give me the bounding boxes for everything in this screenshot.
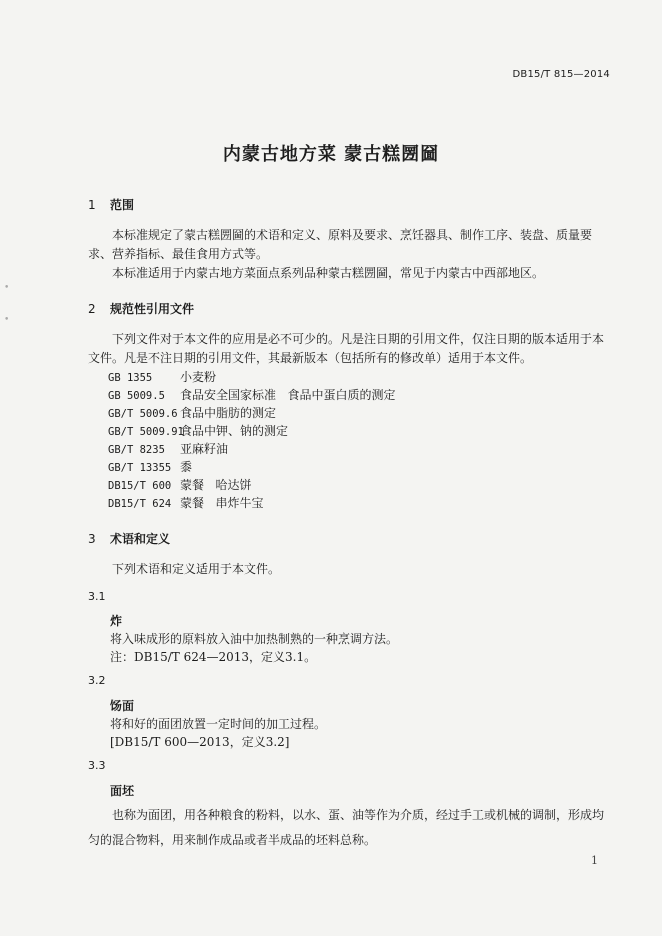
scope-paragraph-1: 本标准规定了蒙古糕圐圙的术语和定义、原料及要求、烹饪器具、制作工序、装盘、质量要求、营养指标、最佳食用方式等。 [88,228,593,261]
document-title: 内蒙古地方菜 蒙古糕圐圙 [222,144,440,165]
term-definition: 也称为面团，用各种粮食的粉料，以水、蛋、油等作为介质，经过手工或机械的调制，形成均匀的混合物料，用来制作成品或者半成品的坯料总称。 [88,808,605,847]
reference-code: GB/T 13355 [108,462,172,474]
section-heading-scope [88,196,134,213]
section-heading-terms-definitions [88,530,170,547]
reference-title: 小麦粉 [180,370,217,384]
term-number: 3.1 [88,590,106,603]
reference-item [108,368,216,385]
reference-code: DB15/T 600 [108,480,172,492]
scope-paragraph-2: 本标准适用于内蒙古地方菜面点系列品种蒙古糕圐圙，常见于内蒙古中西部地区。 [112,266,545,280]
reference-item [108,440,228,457]
reference-item [108,422,288,439]
reference-title: 食品安全国家标准 食品中蛋白质的测定 [180,388,396,402]
term-note: [DB15/T 600—2013，定义3.2] [110,735,290,749]
term-name: 饧面 [110,699,135,713]
reference-code: GB/T 5009.6 [108,408,178,420]
section-number: 3 [88,532,96,546]
reference-title: 黍 [180,460,193,474]
reference-code: GB 5009.5 [108,390,165,402]
term-number: 3.3 [88,759,106,772]
section-number: 1 [88,198,96,212]
reference-item [108,458,192,475]
reference-code: DB15/T 624 [108,498,172,510]
reference-item [108,386,395,403]
term-definition: 将入味成形的原料放入油中加热制熟的一种烹调方法。 [110,632,399,646]
reference-title: 食品中脂肪的测定 [180,406,277,420]
term-number: 3.2 [88,674,106,687]
reference-item [108,404,276,421]
term-note: 注：DB15/T 624—2013，定义3.1。 [110,650,317,664]
section-number: 2 [88,302,96,316]
section-title: 术语和定义 [110,532,171,546]
term-definition: 将和好的面团放置一定时间的加工过程。 [110,717,327,731]
reference-item [108,476,251,493]
scan-mark: • [4,315,10,325]
term-name: 面坯 [110,784,135,798]
reference-code: GB/T 5009.91 [108,426,184,438]
document-code: DB15/T 815—2014 [512,69,610,80]
scan-mark: • [4,283,10,293]
reference-code: GB/T 8235 [108,444,165,456]
section-title: 范围 [110,198,135,212]
page-number: 1 [591,854,598,867]
reference-title: 亚麻籽油 [180,442,229,456]
term-name: 炸 [110,614,123,628]
terms-intro-paragraph: 下列术语和定义适用于本文件。 [112,562,281,576]
reference-title: 食品中钾、钠的测定 [180,424,289,438]
references-intro-paragraph: 下列文件对于本文件的应用是必不可少的。凡是注日期的引用文件，仅注日期的版本适用于本文件。凡是不注日期的引用文件，其最新版本（包括所有的修改单）适用于本文件。 [88,332,605,365]
section-heading-normative-references [88,300,194,317]
section-title: 规范性引用文件 [110,302,195,316]
reference-title: 蒙餐 哈达饼 [180,478,252,492]
reference-title: 蒙餐 串炸牛宝 [180,496,264,510]
reference-code: GB 1355 [108,372,153,384]
reference-item [108,494,263,511]
